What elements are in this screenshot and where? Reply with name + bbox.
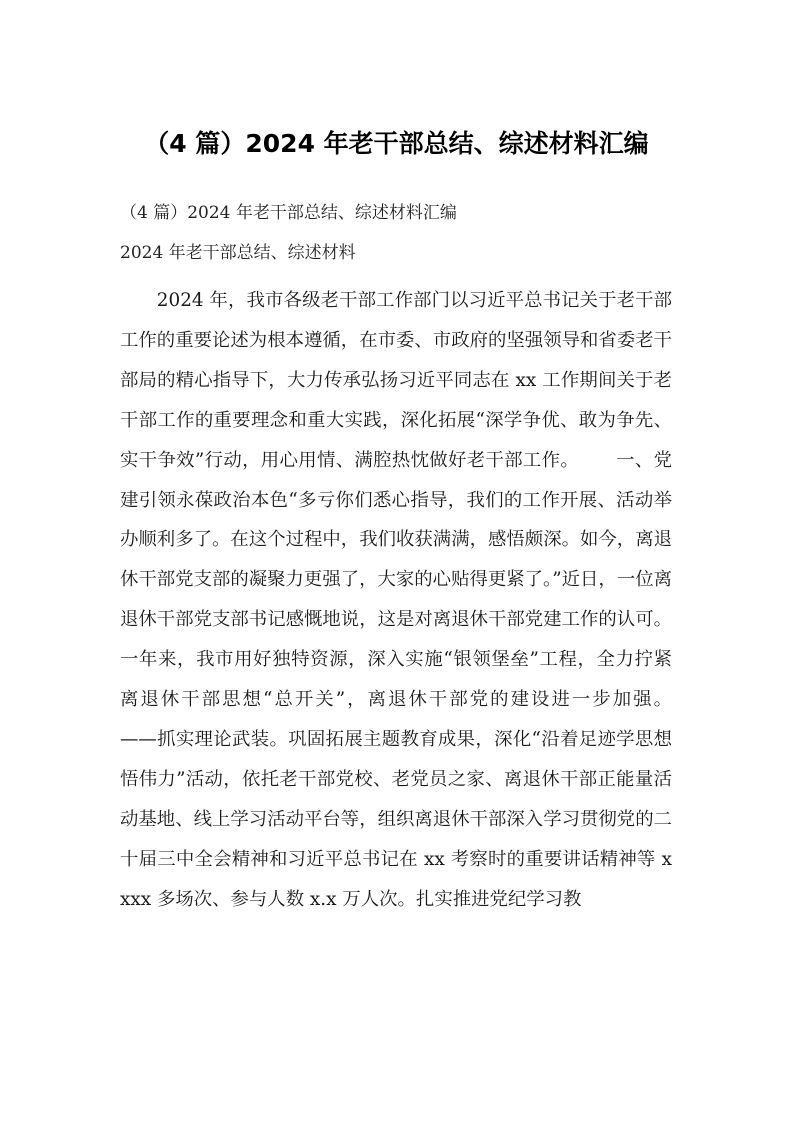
section-heading: 2024 年老干部总结、综述材料 bbox=[120, 243, 356, 263]
body-paragraph: 2024 年，我市各级老干部工作部门以习近平总书记关于老干部工作的重要论述为根本遵循，在市委、市政府的坚强领导和省委老干部局的精心指导下，大力传承弘扬习近平同志在 xx 工作期间关于老干部工作的重要理念和重大实践，深化拓展“深学争优、敢为争先、实干争效”行动，用心用情、满腔热忱做好老干部工作。 一、党建引领永葆政治本色“多亏你们悉心指导，我们的工作开展、活动举办顺利多了。在这个过程中，我们收获满满，感悟颇深。如今，离退休干部党支部的凝聚力更强了，大家的心贴得更紧了。”近日，一位离退休干部党支部书记感慨地说，这是对离退休干部党建工作的认可。 一年来，我市用好独特资源，深入实施“银领堡垒”工程，全力拧紧离退休干部思想“总开关”，离退休干部党的建设进一步加强。 ——抓实理论武装。巩固拓展主题教育成果，深化“沿着足迹学思想悟伟力”活动，依托老干部党校、老党员之家、离退休干部正能量活动基地、线上学习活动平台等，组织离退休干部深入学习贯彻党的二十届三中全会精神和习近平总书记在 xx 考察时的重要讲话精神等 xxxx 多场次、参与人数 x.x 万人次。扎实推进党纪学习教 bbox=[120, 290, 708, 910]
document-title: （4 篇）2024 年老干部总结、综述材料汇编 bbox=[144, 129, 649, 158]
document-subtitle: （4 篇）2024 年老干部总结、综述材料汇编 bbox=[120, 203, 457, 223]
